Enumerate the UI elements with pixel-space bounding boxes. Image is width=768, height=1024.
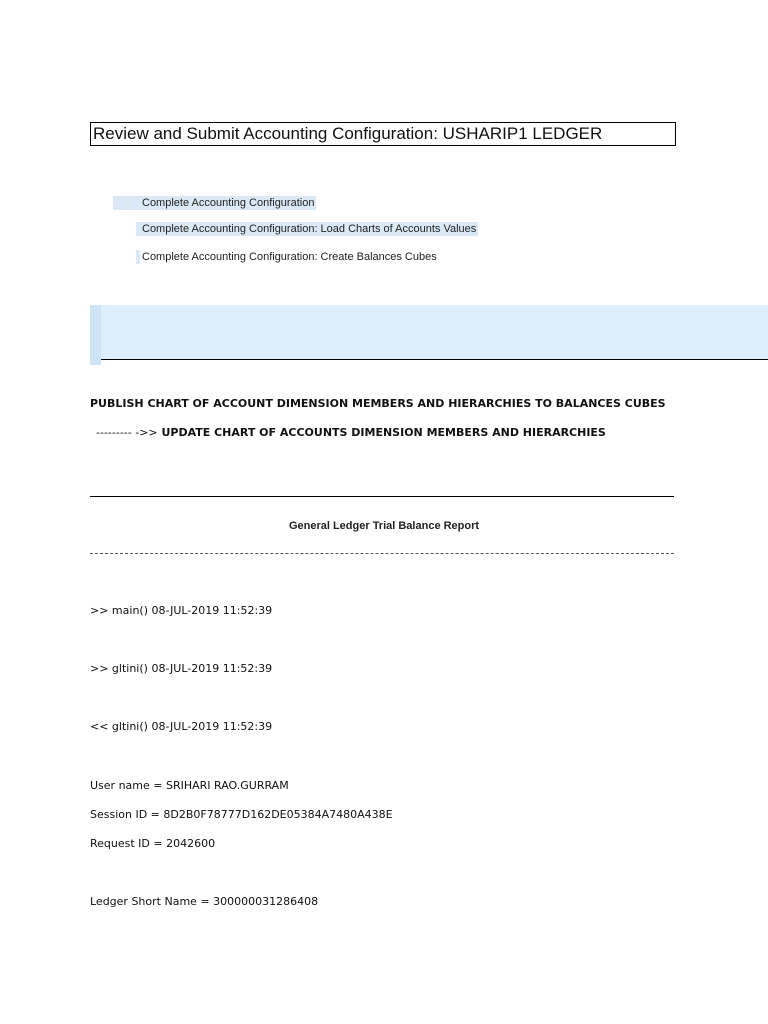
step-marker [136,250,140,264]
log-line-request-id: Request ID = 2042600 [90,837,216,850]
log-line-main: >> main() 08-JUL-2019 11:52:39 [90,604,273,617]
step-create-balances-cubes[interactable]: Complete Accounting Configuration: Create Balances Cubes [142,251,437,263]
dashed-divider [90,553,674,554]
update-heading-prefix: --------- ->> [96,426,158,439]
log-line-session-id: Session ID = 8D2B0F78777D162DE05384A7480A438E [90,808,393,821]
log-line-user-name: User name = SRIHARI RAO.GURRAM [90,779,289,792]
step-load-charts-of-accounts-values[interactable]: Complete Accounting Configuration: Load Charts of Accounts Values [136,222,478,236]
report-title: General Ledger Trial Balance Report [288,520,480,532]
log-line-gltini-enter: >> gltini() 08-JUL-2019 11:52:39 [90,662,273,675]
banner-edge [90,305,101,365]
log-line-gltini-exit: << gltini() 08-JUL-2019 11:52:39 [90,720,273,733]
banner-divider [101,359,768,360]
update-heading-text: UPDATE CHART OF ACCOUNTS DIMENSION MEMBERS AND HIERARCHIES [157,426,606,439]
publish-heading: PUBLISH CHART OF ACCOUNT DIMENSION MEMBERS AND HIERARCHIES TO BALANCES CUBES [90,397,666,410]
solid-divider [90,496,674,497]
update-heading [96,426,606,440]
page-title: Review and Submit Accounting Configuration: USHARIP1 LEDGER [90,122,676,146]
step-complete-accounting-configuration[interactable]: Complete Accounting Configuration [113,196,316,210]
banner-panel [90,305,768,359]
log-line-ledger-short-name: Ledger Short Name = 300000031286408 [90,895,319,908]
